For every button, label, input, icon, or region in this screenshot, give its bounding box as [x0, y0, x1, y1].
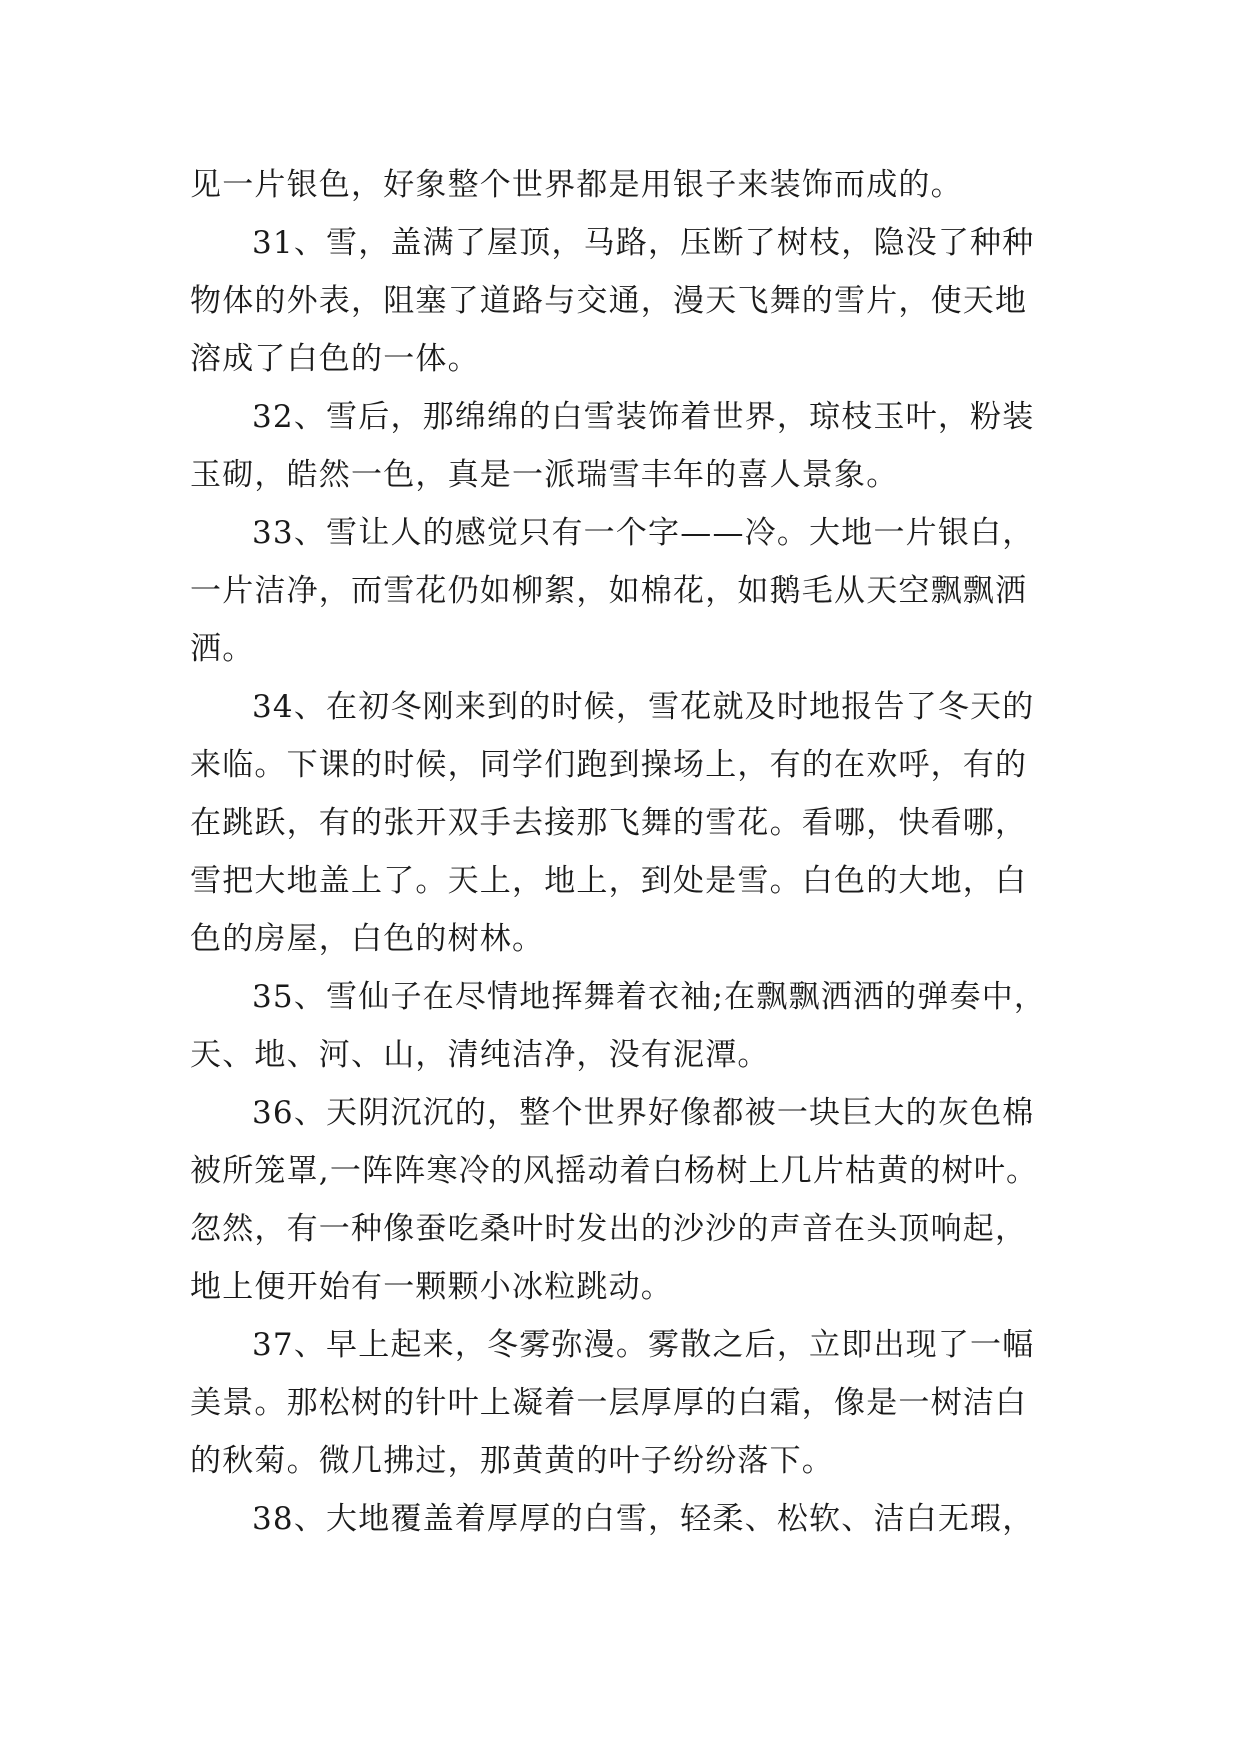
- text-line: 天、地、河、山，清纯洁净，没有泥潭。: [190, 1037, 770, 1073]
- text-line: 玉砌，皓然一色，真是一派瑞雪丰年的喜人景象。: [190, 457, 899, 493]
- text-line: 的秋菊。微几拂过，那黄黄的叶子纷纷落下。: [190, 1443, 834, 1479]
- text-line: 见一片银色，好象整个世界都是用银子来装饰而成的。: [190, 167, 963, 203]
- text-line: 37、早上起来，冬雾弥漫。雾散之后，立即出现了一幅: [252, 1327, 1035, 1363]
- text-line: 38、大地覆盖着厚厚的白雪，轻柔、松软、洁白无瑕，: [252, 1501, 1035, 1537]
- text-line: 地上便开始有一颗颗小冰粒跳动。: [190, 1269, 673, 1305]
- text-line: 32、雪后，那绵绵的白雪装饰着世界，琼枝玉叶，粉装: [252, 399, 1035, 435]
- text-line: 33、雪让人的感觉只有一个字——冷。大地一片银白，: [252, 515, 1035, 551]
- text-line: 雪把大地盖上了。天上，地上，到处是雪。白色的大地，白: [190, 863, 1028, 899]
- text-line: 物体的外表，阻塞了道路与交通，漫天飞舞的雪片，使天地: [190, 283, 1028, 319]
- text-line: 色的房屋，白色的树林。: [190, 921, 545, 957]
- text-line: 在跳跃，有的张开双手去接那飞舞的雪花。看哪，快看哪，: [190, 805, 1028, 841]
- text-line: 被所笼罩,一阵阵寒冷的风摇动着白杨树上几片枯黄的树叶。: [190, 1153, 1039, 1189]
- text-line: 36、天阴沉沉的，整个世界好像都被一块巨大的灰色棉: [252, 1095, 1035, 1131]
- text-line: 34、在初冬刚来到的时候，雪花就及时地报告了冬天的: [252, 689, 1035, 725]
- text-line: 来临。下课的时候，同学们跑到操场上，有的在欢呼，有的: [190, 747, 1028, 783]
- text-line: 洒。: [190, 631, 255, 667]
- text-line: 一片洁净，而雪花仍如柳絮，如棉花，如鹅毛从天空飘飘洒: [190, 573, 1028, 609]
- text-line: 31、雪，盖满了屋顶，马路，压断了树枝，隐没了种种: [252, 225, 1035, 261]
- text-line: 忽然，有一种像蚕吃桑叶时发出的沙沙的声音在头顶响起，: [190, 1211, 1028, 1247]
- text-line: 35、雪仙子在尽情地挥舞着衣袖;在飘飘洒洒的弹奏中，: [252, 979, 1047, 1015]
- text-line: 美景。那松树的针叶上凝着一层厚厚的白霜，像是一树洁白: [190, 1385, 1028, 1421]
- text-line: 溶成了白色的一体。: [190, 341, 480, 377]
